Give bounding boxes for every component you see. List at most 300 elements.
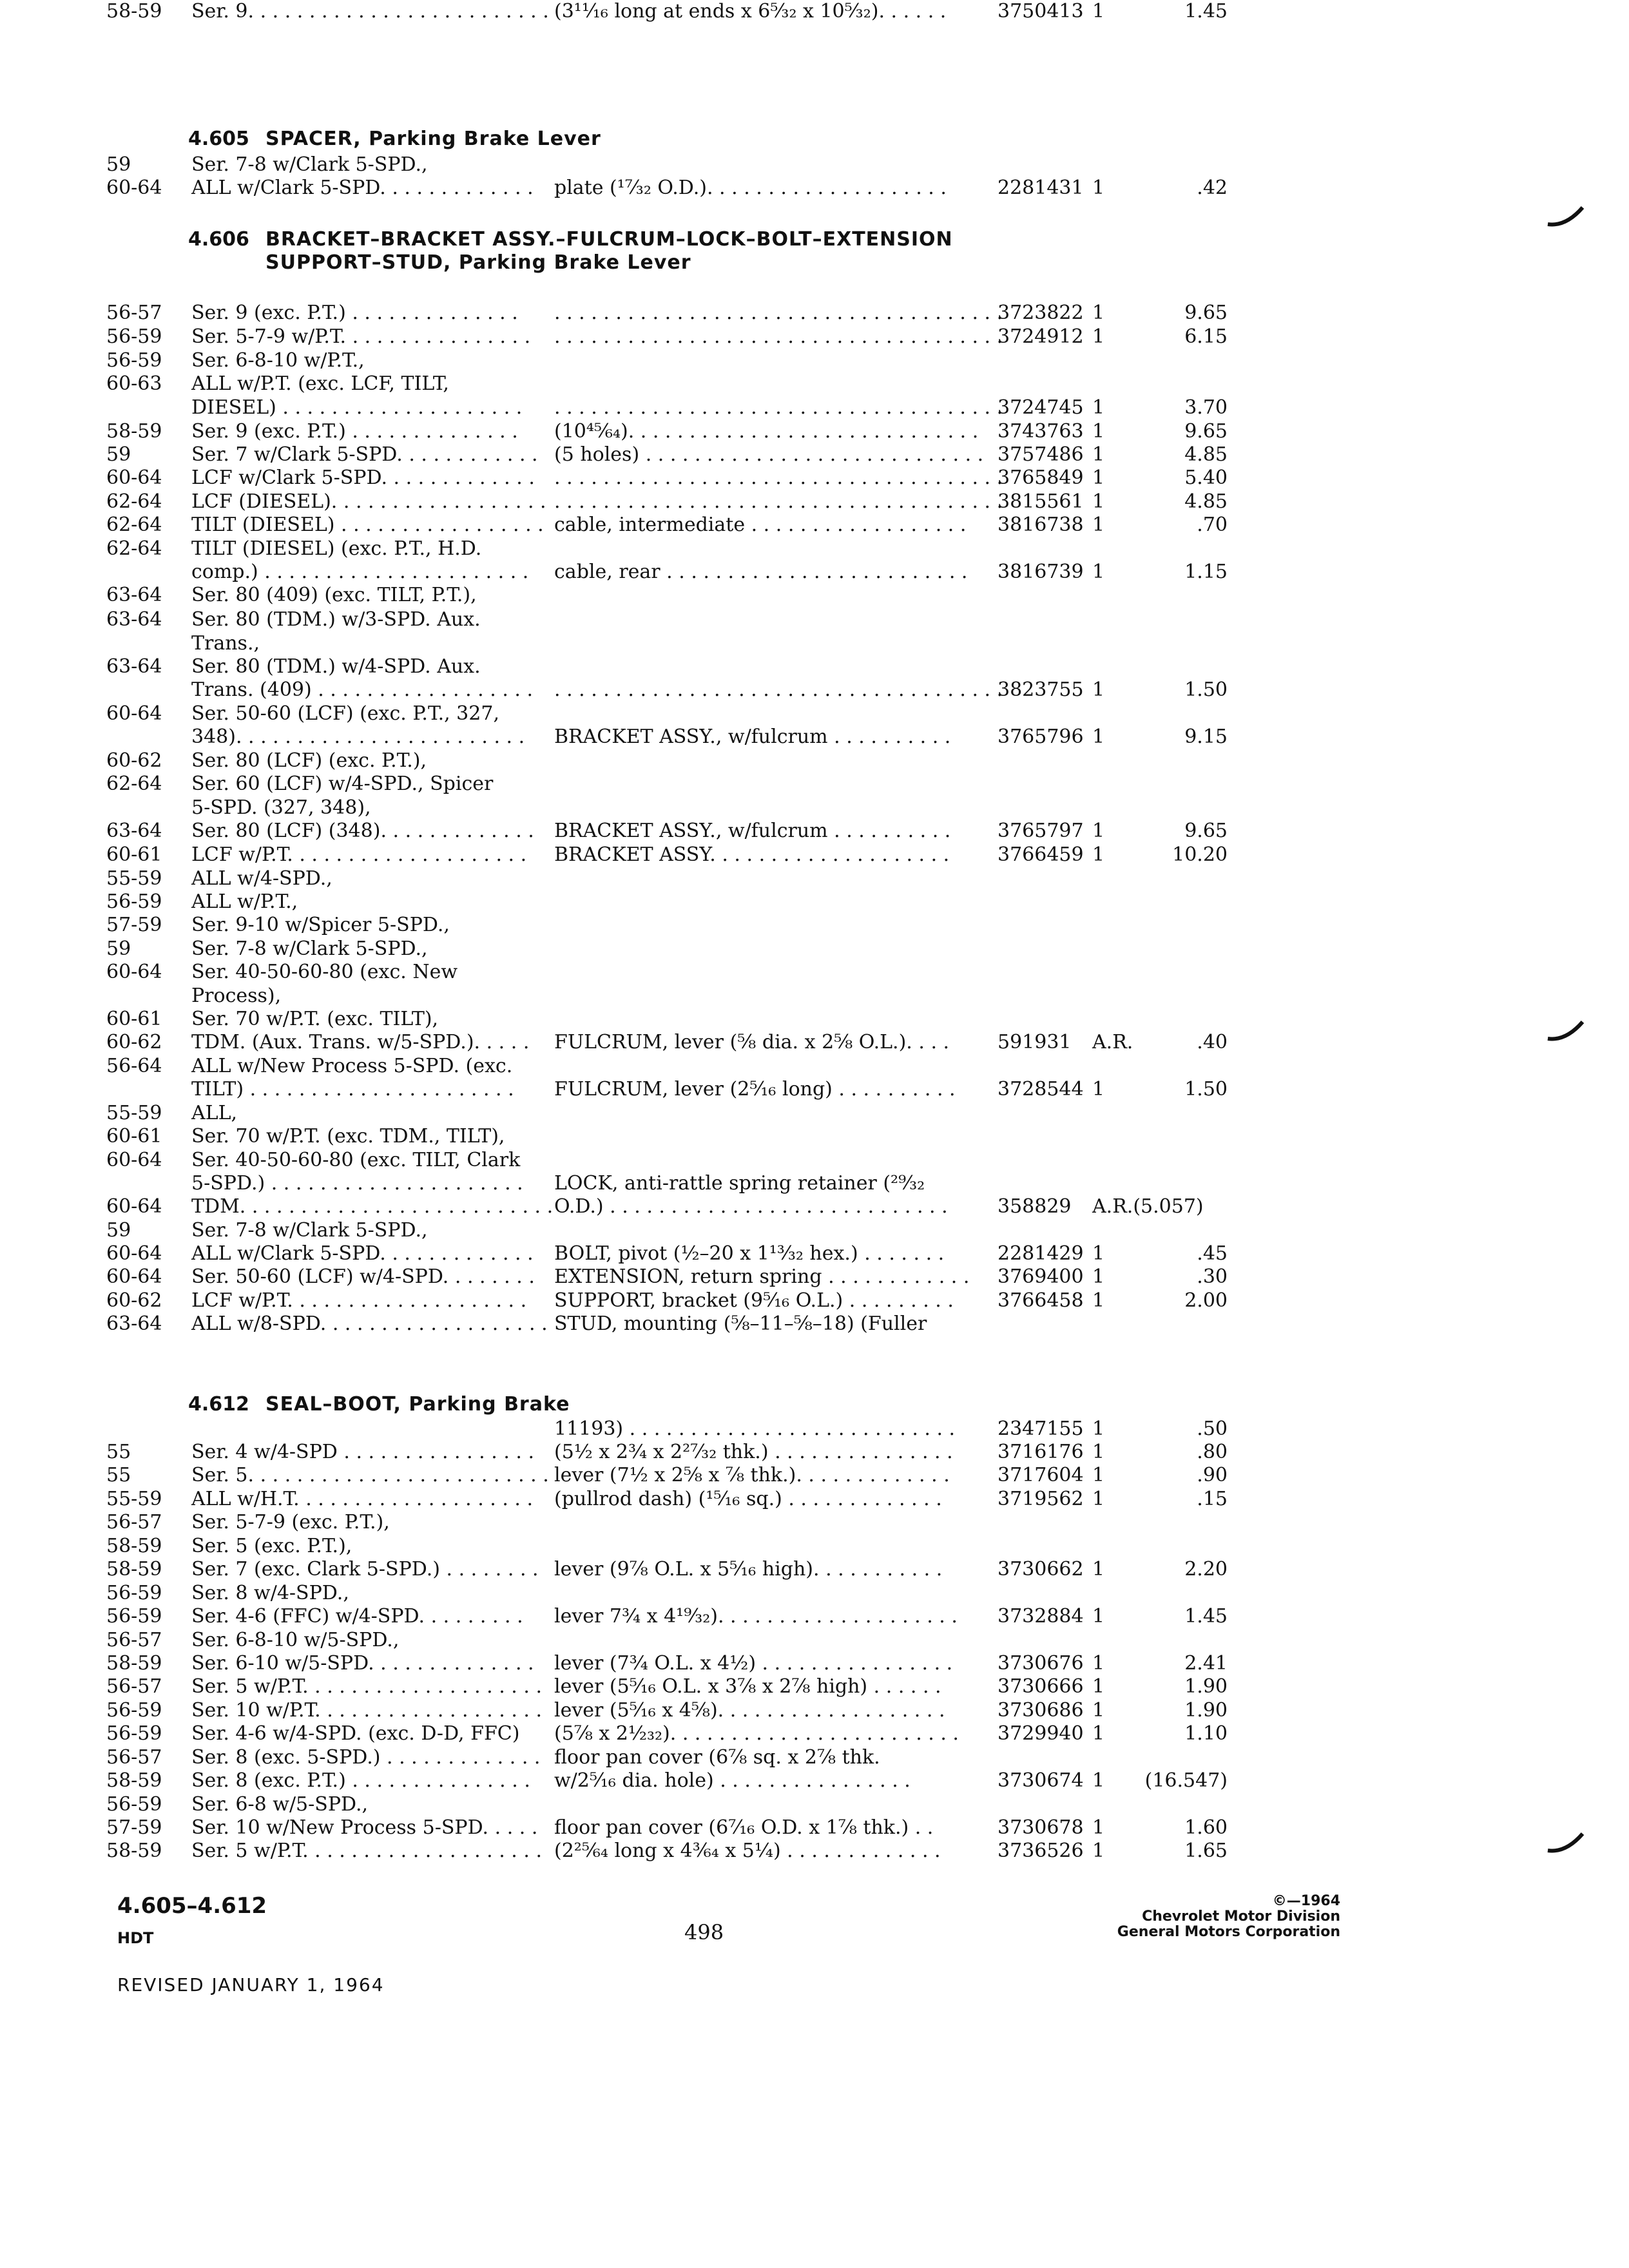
description: (pullrod dash) (¹⁵⁄₁₆ sq.) . . . . . . . . . . . . . bbox=[554, 1488, 942, 1510]
table-row bbox=[0, 890, 1629, 914]
price: .42 bbox=[1197, 177, 1228, 199]
model-years: 55-59 bbox=[106, 1102, 162, 1124]
model-years: 62-64 bbox=[106, 514, 162, 536]
model-years: 60-61 bbox=[106, 1008, 162, 1030]
price: 10.20 bbox=[1172, 843, 1228, 866]
quantity: 1 bbox=[1092, 466, 1105, 489]
section-number: 4.606 bbox=[188, 228, 249, 251]
price: 3.70 bbox=[1184, 396, 1228, 419]
table-row bbox=[0, 1195, 1629, 1218]
application: 5-SPD.) . . . . . . . . . . . . . . . . . . . . . bbox=[191, 1172, 523, 1195]
table-row bbox=[0, 1629, 1629, 1652]
part-number: 3724745 bbox=[998, 396, 1084, 419]
model-years: 62-64 bbox=[106, 490, 162, 513]
application: Ser. 50-60 (LCF) (exc. P.T., 327, bbox=[191, 702, 499, 725]
application: Ser. 7-8 w/Clark 5-SPD., bbox=[191, 1219, 428, 1242]
price: 1.65 bbox=[1184, 1840, 1228, 1862]
application: Ser. 80 (TDM.) w/4-SPD. Aux. bbox=[191, 655, 481, 678]
quantity: 1 bbox=[1092, 1840, 1105, 1862]
application: Ser. 6-8-10 w/P.T., bbox=[191, 349, 365, 372]
price: .50 bbox=[1197, 1418, 1228, 1440]
table-row bbox=[0, 490, 1629, 514]
model-years: 56-59 bbox=[106, 1582, 162, 1604]
table-row bbox=[0, 302, 1629, 325]
part-number: 3730686 bbox=[998, 1699, 1084, 1722]
price: 1.90 bbox=[1184, 1699, 1228, 1722]
table-row bbox=[0, 1312, 1629, 1336]
description: (10⁴⁵⁄₆₄). . . . . . . . . . . . . . . . . . . . . . . . . . . . . bbox=[554, 420, 979, 443]
table-row bbox=[0, 537, 1629, 561]
price: .70 bbox=[1197, 514, 1228, 536]
application: Ser. 9-10 w/Spicer 5-SPD., bbox=[191, 914, 450, 936]
application: TILT (DIESEL) . . . . . . . . . . . . . . . . . bbox=[191, 514, 544, 536]
description: floor pan cover (6⁷⁄₈ sq. x 2⁷⁄₈ thk. bbox=[554, 1746, 880, 1769]
model-years: 60-62 bbox=[106, 749, 162, 772]
section-number: 4.605 bbox=[188, 128, 249, 150]
price: 6.15 bbox=[1184, 325, 1228, 348]
part-number: 3765796 bbox=[998, 726, 1084, 748]
quantity: 1 bbox=[1092, 1652, 1105, 1675]
part-number: 3723822 bbox=[998, 302, 1084, 324]
quantity: 1 bbox=[1092, 396, 1105, 419]
binder-tab-mark bbox=[1547, 205, 1585, 231]
description: FULCRUM, lever (⁵⁄₈ dia. x 2⁵⁄₈ O.L.). . . . bbox=[554, 1031, 950, 1053]
part-number: 3743763 bbox=[998, 420, 1084, 443]
model-years: 63-64 bbox=[106, 655, 162, 678]
price: 4.85 bbox=[1184, 443, 1228, 466]
table-row bbox=[0, 608, 1629, 631]
model-years: 60-61 bbox=[106, 1125, 162, 1148]
application: Ser. 5. . . . . . . . . . . . . . . . . . . . . . . . . bbox=[191, 1464, 549, 1486]
page-number: 498 bbox=[684, 1920, 724, 1945]
table-row bbox=[0, 1418, 1629, 1441]
quantity: 1 bbox=[1092, 561, 1105, 583]
application: Ser. 70 w/P.T. (exc. TDM., TILT), bbox=[191, 1125, 505, 1148]
model-years: 63-64 bbox=[106, 1312, 162, 1335]
table-row bbox=[0, 655, 1629, 678]
quantity: 1 bbox=[1092, 177, 1105, 199]
quantity: 1 bbox=[1092, 1464, 1105, 1486]
part-number: 3757486 bbox=[998, 443, 1084, 466]
application: TDM. . . . . . . . . . . . . . . . . . . . . . . . . . bbox=[191, 1195, 554, 1218]
part-number: 3716176 bbox=[998, 1441, 1084, 1463]
application: DIESEL) . . . . . . . . . . . . . . . . . . . . bbox=[191, 396, 523, 419]
application: Ser. 6-8 w/5-SPD., bbox=[191, 1793, 369, 1816]
model-years: 62-64 bbox=[106, 773, 162, 795]
table-row bbox=[0, 867, 1629, 890]
quantity: A.R. bbox=[1092, 1031, 1133, 1053]
application: Ser. 5 w/P.T. . . . . . . . . . . . . . . . . . . . bbox=[191, 1840, 542, 1862]
table-row bbox=[0, 749, 1629, 773]
model-years: 59 bbox=[106, 153, 131, 176]
application: Ser. 80 (LCF) (348). . . . . . . . . . . . . bbox=[191, 820, 534, 842]
model-years: 60-62 bbox=[106, 1031, 162, 1053]
model-years: 56-59 bbox=[106, 1605, 162, 1628]
part-number: 3732884 bbox=[998, 1605, 1084, 1628]
model-years: 56-57 bbox=[106, 302, 162, 324]
part-number: 3730662 bbox=[998, 1558, 1084, 1581]
description: . . . . . . . . . . . . . . . . . . . . . . . . . . . . . . . . . . . . . bbox=[554, 678, 1003, 701]
application: Ser. 80 (LCF) (exc. P.T.), bbox=[191, 749, 427, 772]
model-years: 56-59 bbox=[106, 1699, 162, 1722]
table-row bbox=[0, 1265, 1629, 1289]
revised-date: REVISED JANUARY 1, 1964 bbox=[117, 1974, 385, 1995]
description: O.D.) . . . . . . . . . . . . . . . . . . . . . . . . . . . . bbox=[554, 1195, 948, 1218]
table-row bbox=[0, 443, 1629, 466]
section-title-continued: SUPPORT–STUD, Parking Brake Lever bbox=[265, 251, 691, 274]
description: (5½ x 2¾ x 2²⁷⁄₃₂ thk.) . . . . . . . . . . . . . . . bbox=[554, 1441, 953, 1463]
quantity: 1 bbox=[1092, 302, 1105, 324]
model-years: 60-64 bbox=[106, 466, 162, 489]
part-number: 3736526 bbox=[998, 1840, 1084, 1862]
quantity: 1 bbox=[1092, 443, 1105, 466]
price: 1.50 bbox=[1184, 678, 1228, 701]
table-row bbox=[0, 914, 1629, 937]
part-number: 591931 bbox=[998, 1031, 1072, 1053]
application: LCF w/P.T. . . . . . . . . . . . . . . . . . . . bbox=[191, 1289, 527, 1312]
application: Ser. 8 (exc. 5-SPD.) . . . . . . . . . . . . . bbox=[191, 1746, 541, 1769]
price: 1.10 bbox=[1184, 1722, 1228, 1745]
application: Ser. 10 w/New Process 5-SPD. . . . . bbox=[191, 1816, 538, 1839]
price: 2.41 bbox=[1184, 1652, 1228, 1675]
part-number: 3730678 bbox=[998, 1816, 1084, 1839]
application: Ser. 60 (LCF) w/4-SPD., Spicer bbox=[191, 773, 494, 795]
quantity: 1 bbox=[1092, 820, 1105, 842]
model-years: 60-64 bbox=[106, 702, 162, 725]
table-row bbox=[0, 726, 1629, 749]
price: 1.90 bbox=[1184, 1675, 1228, 1698]
table-row bbox=[0, 702, 1629, 726]
table-row bbox=[0, 1242, 1629, 1265]
application: TDM. (Aux. Trans. w/5-SPD.). . . . . bbox=[191, 1031, 530, 1053]
table-row bbox=[0, 678, 1629, 702]
description: cable, rear . . . . . . . . . . . . . . . . . . . . . . . . . bbox=[554, 561, 968, 583]
application: Ser. 6-8-10 w/5-SPD., bbox=[191, 1629, 400, 1651]
quantity: 1 bbox=[1092, 490, 1105, 513]
price: 1.45 bbox=[1184, 0, 1228, 23]
model-years: 60-61 bbox=[106, 843, 162, 866]
description: plate (¹⁷⁄₃₂ O.D.). . . . . . . . . . . . . . . . . . . . bbox=[554, 177, 947, 199]
model-years: 58-59 bbox=[106, 1769, 162, 1792]
application: LCF w/P.T. . . . . . . . . . . . . . . . . . . . bbox=[191, 843, 527, 866]
table-row bbox=[0, 1535, 1629, 1558]
model-years: 58-59 bbox=[106, 1558, 162, 1581]
description: . . . . . . . . . . . . . . . . . . . . . . . . . . . . . . . . . . . . . bbox=[554, 396, 1003, 419]
quantity: A.R.(5.057) bbox=[1092, 1195, 1204, 1218]
model-years: 56-57 bbox=[106, 1746, 162, 1769]
table-row bbox=[0, 349, 1629, 372]
table-row bbox=[0, 153, 1629, 177]
model-years: 56-64 bbox=[106, 1055, 162, 1077]
table-row bbox=[0, 1605, 1629, 1628]
table-row bbox=[0, 561, 1629, 584]
application: Ser. 70 w/P.T. (exc. TILT), bbox=[191, 1008, 439, 1030]
table-row bbox=[0, 466, 1629, 490]
application: Ser. 50-60 (LCF) w/4-SPD. . . . . . . . bbox=[191, 1265, 535, 1288]
part-number: 3730674 bbox=[998, 1769, 1084, 1792]
application: ALL w/4-SPD., bbox=[191, 867, 333, 890]
price: 9.15 bbox=[1184, 726, 1228, 748]
model-years: 63-64 bbox=[106, 820, 162, 842]
description: . . . . . . . . . . . . . . . . . . . . . . . . . . . . . . . . . . . . . bbox=[554, 466, 1003, 489]
part-number: 3724912 bbox=[998, 325, 1084, 348]
part-number: 3766458 bbox=[998, 1289, 1084, 1312]
part-number: 3730666 bbox=[998, 1675, 1084, 1698]
application: 5-SPD. (327, 348), bbox=[191, 796, 371, 819]
footer-corporation: General Motors Corporation bbox=[1117, 1924, 1340, 1940]
application: Ser. 7-8 w/Clark 5-SPD., bbox=[191, 153, 428, 176]
price: 1.15 bbox=[1184, 561, 1228, 583]
table-row bbox=[0, 1722, 1629, 1745]
quantity: 1 bbox=[1092, 678, 1105, 701]
price: .45 bbox=[1197, 1242, 1228, 1265]
model-years: 59 bbox=[106, 443, 131, 466]
model-years: 63-64 bbox=[106, 584, 162, 606]
model-years: 57-59 bbox=[106, 914, 162, 936]
price: 9.65 bbox=[1184, 302, 1228, 324]
table-row bbox=[0, 372, 1629, 396]
quantity: 1 bbox=[1092, 1488, 1105, 1510]
model-years: 58-59 bbox=[106, 1840, 162, 1862]
table-row bbox=[0, 961, 1629, 984]
table-row bbox=[0, 1488, 1629, 1511]
price: 4.85 bbox=[1184, 490, 1228, 513]
application: Ser. 7-8 w/Clark 5-SPD., bbox=[191, 937, 428, 960]
application: Ser. 5-7-9 w/P.T. . . . . . . . . . . . . . . . bbox=[191, 325, 531, 348]
quantity: 1 bbox=[1092, 1675, 1105, 1698]
model-years: 55-59 bbox=[106, 867, 162, 890]
description: . . . . . . . . . . . . . . . . . . . . . . . . . . . . . . . . . . . . . bbox=[554, 325, 1003, 348]
description: BRACKET ASSY., w/fulcrum . . . . . . . . . . bbox=[554, 820, 951, 842]
description: BRACKET ASSY., w/fulcrum . . . . . . . . . . bbox=[554, 726, 951, 748]
model-years: 55-59 bbox=[106, 1488, 162, 1510]
table-row bbox=[0, 1441, 1629, 1464]
model-years: 59 bbox=[106, 1219, 131, 1242]
application: Trans. (409) . . . . . . . . . . . . . . . . . . bbox=[191, 678, 533, 701]
quantity: 1 bbox=[1092, 726, 1105, 748]
part-number: 3823755 bbox=[998, 678, 1084, 701]
application: Ser. 80 (TDM.) w/3-SPD. Aux. bbox=[191, 608, 481, 631]
application: TILT (DIESEL) (exc. P.T., H.D. bbox=[191, 537, 482, 560]
application: ALL w/H.T. . . . . . . . . . . . . . . . . . . . bbox=[191, 1488, 534, 1510]
model-years: 58-59 bbox=[106, 0, 162, 23]
description: SUPPORT, bracket (9⁵⁄₁₆ O.L.) . . . . . . . . . bbox=[554, 1289, 954, 1312]
description: lever (7½ x 2⁵⁄₈ x ⁷⁄₈ thk.). . . . . . . . . . . . . bbox=[554, 1464, 950, 1486]
application: Ser. 5 w/P.T. . . . . . . . . . . . . . . . . . . . bbox=[191, 1675, 542, 1698]
part-number: 3728544 bbox=[998, 1078, 1084, 1100]
description: BOLT, pivot (½–20 x 1¹³⁄₃₂ hex.) . . . . . . . bbox=[554, 1242, 945, 1265]
application: Ser. 9 (exc. P.T.) . . . . . . . . . . . . . . bbox=[191, 420, 518, 443]
part-number: 2281429 bbox=[998, 1242, 1084, 1265]
table-row bbox=[0, 514, 1629, 537]
price: 1.50 bbox=[1184, 1078, 1228, 1100]
application: ALL, bbox=[191, 1102, 238, 1124]
table-row bbox=[0, 1746, 1629, 1769]
binder-tab-mark bbox=[1547, 1831, 1585, 1857]
table-row bbox=[0, 1031, 1629, 1054]
quantity: 1 bbox=[1092, 1769, 1105, 1792]
application: Ser. 8 w/4-SPD., bbox=[191, 1582, 349, 1604]
quantity: 1 bbox=[1092, 1722, 1105, 1745]
application: Ser. 80 (409) (exc. TILT, P.T.), bbox=[191, 584, 477, 606]
table-row bbox=[0, 1172, 1629, 1195]
price: 1.60 bbox=[1184, 1816, 1228, 1839]
application: Ser. 4-6 (FFC) w/4-SPD. . . . . . . . . bbox=[191, 1605, 523, 1628]
application: 348). . . . . . . . . . . . . . . . . . . . . . . . bbox=[191, 726, 525, 748]
table-row bbox=[0, 1464, 1629, 1487]
part-number: 3750413 bbox=[998, 0, 1084, 23]
description: (5⁷⁄₈ x 2½₃₂). . . . . . . . . . . . . . . . . . . . . . . . bbox=[554, 1722, 959, 1745]
model-years: 60-64 bbox=[106, 961, 162, 983]
description: . . . . . . . . . . . . . . . . . . . . . . . . . . . . . . . . . . . . . bbox=[554, 490, 1003, 513]
model-years: 60-62 bbox=[106, 1289, 162, 1312]
description: BRACKET ASSY. . . . . . . . . . . . . . . . . . . . bbox=[554, 843, 950, 866]
model-years: 56-59 bbox=[106, 349, 162, 372]
description: lever (7¾ O.L. x 4½) . . . . . . . . . . . . . . . . bbox=[554, 1652, 953, 1675]
model-years: 56-57 bbox=[106, 1511, 162, 1533]
table-row bbox=[0, 1652, 1629, 1675]
part-number: 3769400 bbox=[998, 1265, 1084, 1288]
table-row bbox=[0, 773, 1629, 796]
model-years: 56-59 bbox=[106, 890, 162, 913]
binder-tab-mark bbox=[1547, 1019, 1585, 1045]
footer-range: 4.605–4.612 bbox=[117, 1893, 267, 1919]
description: . . . . . . . . . . . . . . . . . . . . . . . . . . . . . . . . . . . . . bbox=[554, 302, 1003, 324]
footer-copyright: ©—1964 bbox=[1272, 1893, 1340, 1909]
model-years: 62-64 bbox=[106, 537, 162, 560]
application: LCF w/Clark 5-SPD. . . . . . . . . . . . . bbox=[191, 466, 535, 489]
description: (5 holes) . . . . . . . . . . . . . . . . . . . . . . . . . . . . bbox=[554, 443, 984, 466]
part-number: 3729940 bbox=[998, 1722, 1084, 1745]
table-row bbox=[0, 1125, 1629, 1148]
table-row bbox=[0, 796, 1629, 820]
quantity: 1 bbox=[1092, 1289, 1105, 1312]
quantity: 1 bbox=[1092, 1265, 1105, 1288]
model-years: 63-64 bbox=[106, 608, 162, 631]
description: lever (5⁵⁄₁₆ x 4⁵⁄₈). . . . . . . . . . . . . . . . . . . bbox=[554, 1699, 945, 1722]
application: ALL w/Clark 5-SPD. . . . . . . . . . . . . bbox=[191, 1242, 534, 1265]
part-number: 358829 bbox=[998, 1195, 1072, 1218]
model-years: 55 bbox=[106, 1441, 131, 1463]
table-row bbox=[0, 632, 1629, 655]
quantity: 1 bbox=[1092, 1605, 1105, 1628]
application: Ser. 40-50-60-80 (exc. TILT, Clark bbox=[191, 1149, 521, 1171]
application: Ser. 8 (exc. P.T.) . . . . . . . . . . . . . . . bbox=[191, 1769, 530, 1792]
quantity: 1 bbox=[1092, 1441, 1105, 1463]
application: ALL w/8-SPD. . . . . . . . . . . . . . . . . . . bbox=[191, 1312, 548, 1335]
table-row bbox=[0, 1675, 1629, 1698]
model-years: 60-64 bbox=[106, 177, 162, 199]
application: Ser. 7 w/Clark 5-SPD. . . . . . . . . . . . bbox=[191, 443, 538, 466]
application: LCF (DIESEL). . . . . . . . . . . . . . . . . . bbox=[191, 490, 546, 513]
description: (3¹¹⁄₁₆ long at ends x 6⁵⁄₃₂ x 10⁵⁄₃₂). . . . . . bbox=[554, 0, 947, 23]
table-row bbox=[0, 1149, 1629, 1172]
section-title: SEAL–BOOT, Parking Brake bbox=[265, 1393, 570, 1416]
part-number: 3765797 bbox=[998, 820, 1084, 842]
description: EXTENSION, return spring . . . . . . . . . . . . bbox=[554, 1265, 970, 1288]
model-years: 59 bbox=[106, 937, 131, 960]
table-row bbox=[0, 1219, 1629, 1242]
table-row bbox=[0, 843, 1629, 867]
application: TILT) . . . . . . . . . . . . . . . . . . . . . . bbox=[191, 1078, 514, 1100]
application: Ser. 4 w/4-SPD . . . . . . . . . . . . . . . . bbox=[191, 1441, 535, 1463]
table-row bbox=[0, 177, 1629, 200]
description: STUD, mounting (⁵⁄₈–11–⁵⁄₈–18) (Fuller bbox=[554, 1312, 927, 1335]
quantity: 1 bbox=[1092, 1418, 1105, 1440]
table-row bbox=[0, 396, 1629, 419]
table-row bbox=[0, 1769, 1629, 1792]
quantity: 1 bbox=[1092, 1078, 1105, 1100]
price: 9.65 bbox=[1184, 420, 1228, 443]
application: ALL w/Clark 5-SPD. . . . . . . . . . . . . bbox=[191, 177, 534, 199]
part-number: 3717604 bbox=[998, 1464, 1084, 1486]
model-years: 60-64 bbox=[106, 1195, 162, 1218]
part-number: 3816738 bbox=[998, 514, 1084, 536]
table-row bbox=[0, 1055, 1629, 1078]
price: 1.45 bbox=[1184, 1605, 1228, 1628]
table-row bbox=[0, 1289, 1629, 1312]
application: Ser. 5 (exc. P.T.), bbox=[191, 1535, 352, 1557]
footer-division: Chevrolet Motor Division bbox=[1142, 1908, 1340, 1925]
description: FULCRUM, lever (2⁵⁄₁₆ long) . . . . . . . . . . bbox=[554, 1078, 956, 1100]
price: 5.40 bbox=[1184, 466, 1228, 489]
section-title: SPACER, Parking Brake Lever bbox=[265, 128, 601, 150]
quantity: 1 bbox=[1092, 420, 1105, 443]
table-row bbox=[0, 325, 1629, 349]
section-title: BRACKET–BRACKET ASSY.–FULCRUM–LOCK–BOLT–EXTENSION bbox=[265, 228, 953, 251]
price: 2.00 bbox=[1184, 1289, 1228, 1312]
quantity: 1 bbox=[1092, 325, 1105, 348]
description: LOCK, anti-rattle spring retainer (²⁹⁄₃₂ bbox=[554, 1172, 925, 1195]
part-number: 3766459 bbox=[998, 843, 1084, 866]
model-years: 56-59 bbox=[106, 1793, 162, 1816]
table-row bbox=[0, 1699, 1629, 1722]
description: lever (9⁷⁄₈ O.L. x 5⁵⁄₁₆ high). . . . . . . . . . . bbox=[554, 1558, 943, 1581]
application: Ser. 4-6 w/4-SPD. (exc. D-D, FFC) bbox=[191, 1722, 520, 1745]
table-row bbox=[0, 1078, 1629, 1101]
price: .40 bbox=[1197, 1031, 1228, 1053]
part-number: 2281431 bbox=[998, 177, 1084, 199]
application: ALL w/P.T., bbox=[191, 890, 298, 913]
model-years: 56-57 bbox=[106, 1629, 162, 1651]
model-years: 55 bbox=[106, 1464, 131, 1486]
application: Ser. 40-50-60-80 (exc. New bbox=[191, 961, 458, 983]
table-row bbox=[0, 937, 1629, 961]
description: (2²⁵⁄₆₄ long x 4³⁄₆₄ x 5¼) . . . . . . . . . . . . . bbox=[554, 1840, 941, 1862]
price: .80 bbox=[1197, 1441, 1228, 1463]
application: Ser. 6-10 w/5-SPD. . . . . . . . . . . . . . bbox=[191, 1652, 534, 1675]
application: Process), bbox=[191, 985, 282, 1007]
table-row bbox=[0, 1558, 1629, 1581]
description: 11193) . . . . . . . . . . . . . . . . . . . . . . . . . . . bbox=[554, 1418, 956, 1440]
application: Ser. 5-7-9 (exc. P.T.), bbox=[191, 1511, 390, 1533]
table-row bbox=[0, 1816, 1629, 1840]
application: ALL w/P.T. (exc. LCF, TILT, bbox=[191, 372, 449, 395]
price: .15 bbox=[1197, 1488, 1228, 1510]
part-number: 3815561 bbox=[998, 490, 1084, 513]
application: comp.) . . . . . . . . . . . . . . . . . . . . . . bbox=[191, 561, 529, 583]
quantity: 1 bbox=[1092, 0, 1105, 23]
quantity: 1 bbox=[1092, 1699, 1105, 1722]
price: .30 bbox=[1197, 1265, 1228, 1288]
model-years: 58-59 bbox=[106, 420, 162, 443]
model-years: 58-59 bbox=[106, 1535, 162, 1557]
price: (16.547) bbox=[1144, 1769, 1228, 1792]
table-row bbox=[0, 1582, 1629, 1605]
section-number: 4.612 bbox=[188, 1393, 249, 1416]
quantity: 1 bbox=[1092, 1558, 1105, 1581]
table-row bbox=[0, 420, 1629, 443]
